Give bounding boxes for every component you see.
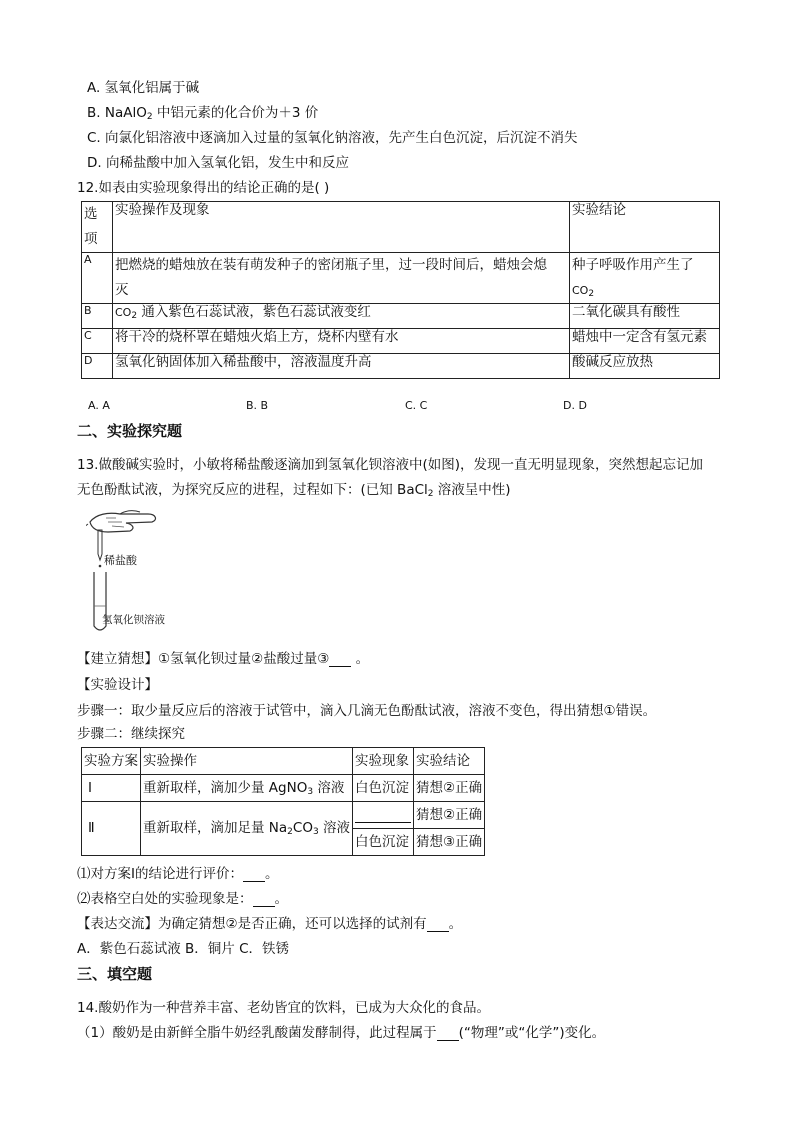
experiment-figure — [86, 510, 178, 635]
figure-label-hydrochloric-acid: 稀盐酸 — [104, 554, 137, 567]
row-operation: 将干冷的烧杯罩在蜡烛火焰上方，烧杯内壁有水 — [113, 329, 570, 354]
answer-blank[interactable] — [355, 809, 411, 823]
q11-option-a: A. 氢氧化铝属于碱 — [87, 80, 200, 96]
q13-stem-line2: 无色酚酞试液，为探究反应的进程，过程如下：(已知 BaCl$_2$ 溶液呈中性) — [77, 482, 511, 499]
q11-option-d: D. 向稀盐酸中加入氢氧化铝，发生中和反应 — [87, 155, 349, 171]
row-conclusion: 蜡烛中一定含有氢元素 — [570, 329, 720, 354]
q12-table — [81, 201, 720, 379]
q13-stem-line1: 13.做酸碱实验时，小敏将稀盐酸逐滴加到氢氧化钡溶液中(如图)，发现一直无明显现象，突然想起忘记加 — [77, 457, 704, 473]
q12-stem: 12.如表由实验现象得出的结论正确的是( ) — [77, 180, 330, 196]
q12-choice-a[interactable]: A. A — [88, 399, 110, 412]
answer-blank[interactable] — [253, 893, 275, 907]
q12-choice-c[interactable]: C. C — [405, 399, 428, 412]
row-operation: 重新取样，滴加少量 AgNO$_3$ 溶液 — [141, 775, 353, 802]
row-operation: 氢氧化钠固体加入稀盐酸中，溶液温度升高 — [113, 354, 570, 379]
table-row — [82, 802, 485, 829]
q13-exchange: 【表达交流】为确定猜想②是否正确，还可以选择的试剂有 。 — [77, 916, 463, 932]
table-row — [82, 354, 720, 379]
header-phenomenon: 实验现象 — [353, 748, 414, 775]
header-operation: 实验操作及现象 — [113, 202, 570, 253]
header-conclusion: 实验结论 — [570, 202, 720, 253]
row-option: A — [82, 253, 113, 304]
row-operation: $CO_2$ 通入紫色石蕊试液，紫色石蕊试液变红 — [113, 304, 570, 329]
row-option: B — [82, 304, 113, 329]
q13-step2: 步骤二：继续探究 — [77, 726, 185, 742]
q14-sub1: （1）酸奶是由新鲜全脂牛奶经乳酸菌发酵制得，此过程属于 (“物理”或“化学”)变化。 — [77, 1025, 606, 1041]
answer-blank[interactable] — [437, 1027, 459, 1041]
row-conclusion: 猜想②正确 — [414, 775, 485, 802]
header-option: 选 项 — [82, 202, 113, 253]
row-plan: Ⅰ — [82, 775, 141, 802]
q13-step1: 步骤一：取少量反应后的溶液于试管中，滴入几滴无色酚酞试液，溶液不变色，得出猜想①错误。 — [77, 703, 657, 719]
table-row — [82, 253, 720, 304]
q11-option-b: B. NaAlO$_2$ 中铝元素的化合价为＋3 价 — [87, 105, 319, 122]
answer-blank[interactable] — [243, 868, 265, 882]
table-header-row — [82, 202, 720, 253]
header-operation: 实验操作 — [141, 748, 353, 775]
header-conclusion: 实验结论 — [414, 748, 485, 775]
header-plan: 实验方案 — [82, 748, 141, 775]
row-option: C — [82, 329, 113, 354]
table-row — [82, 329, 720, 354]
row-conclusion: 猜想③正确 — [414, 829, 485, 856]
section-title: 二、实验探究题 — [77, 422, 183, 440]
table-row — [82, 775, 485, 802]
q14-stem: 14.酸奶作为一种营养丰富、老幼皆宜的饮料，已成为大众化的食品。 — [77, 1000, 490, 1016]
q13-hypothesis: 【建立猜想】①氢氧化钡过量②盐酸过量③ 。 — [77, 651, 370, 667]
row-plan: Ⅱ — [82, 802, 141, 856]
row-conclusion: 种子呼吸作用产生了 $CO_2$ — [570, 253, 720, 304]
table-header-row — [82, 748, 485, 775]
answer-blank[interactable] — [427, 918, 449, 932]
row-phenomenon-blank[interactable] — [353, 802, 414, 829]
row-operation: 把燃烧的蜡烛放在装有萌发种子的密闭瓶子里，过一段时间后，蜡烛会熄 灭 — [113, 253, 570, 304]
section-title: 三、填空题 — [77, 965, 153, 983]
q13-table — [81, 747, 485, 856]
q11-option-c: C. 向氯化铝溶液中逐滴加入过量的氢氧化钠溶液，先产生白色沉淀，后沉淀不消失 — [87, 130, 578, 146]
q13-design-title: 【实验设计】 — [77, 677, 158, 693]
row-conclusion: 酸碱反应放热 — [570, 354, 720, 379]
q13-sub1: ⑴对方案Ⅰ的结论进行评价： 。 — [77, 866, 279, 882]
q13-exchange-options: A．紫色石蕊试液 B．铜片 C．铁锈 — [77, 941, 290, 957]
q12-choice-b[interactable]: B. B — [246, 399, 269, 412]
row-option: D — [82, 354, 113, 379]
row-phenomenon: 白色沉淀 — [353, 775, 414, 802]
q13-sub2: ⑵表格空白处的实验现象是： 。 — [77, 891, 288, 907]
row-operation: 重新取样，滴加足量 $Na_2CO_3$ 溶液 — [141, 802, 353, 856]
table-row — [82, 304, 720, 329]
answer-blank[interactable] — [329, 653, 351, 667]
row-conclusion: 猜想②正确 — [414, 802, 485, 829]
row-phenomenon: 白色沉淀 — [353, 829, 414, 856]
figure-label-barium-hydroxide: 氢氧化钡溶液 — [102, 614, 165, 626]
row-conclusion: 二氧化碳具有酸性 — [570, 304, 720, 329]
q12-choice-d[interactable]: D. D — [563, 399, 587, 412]
